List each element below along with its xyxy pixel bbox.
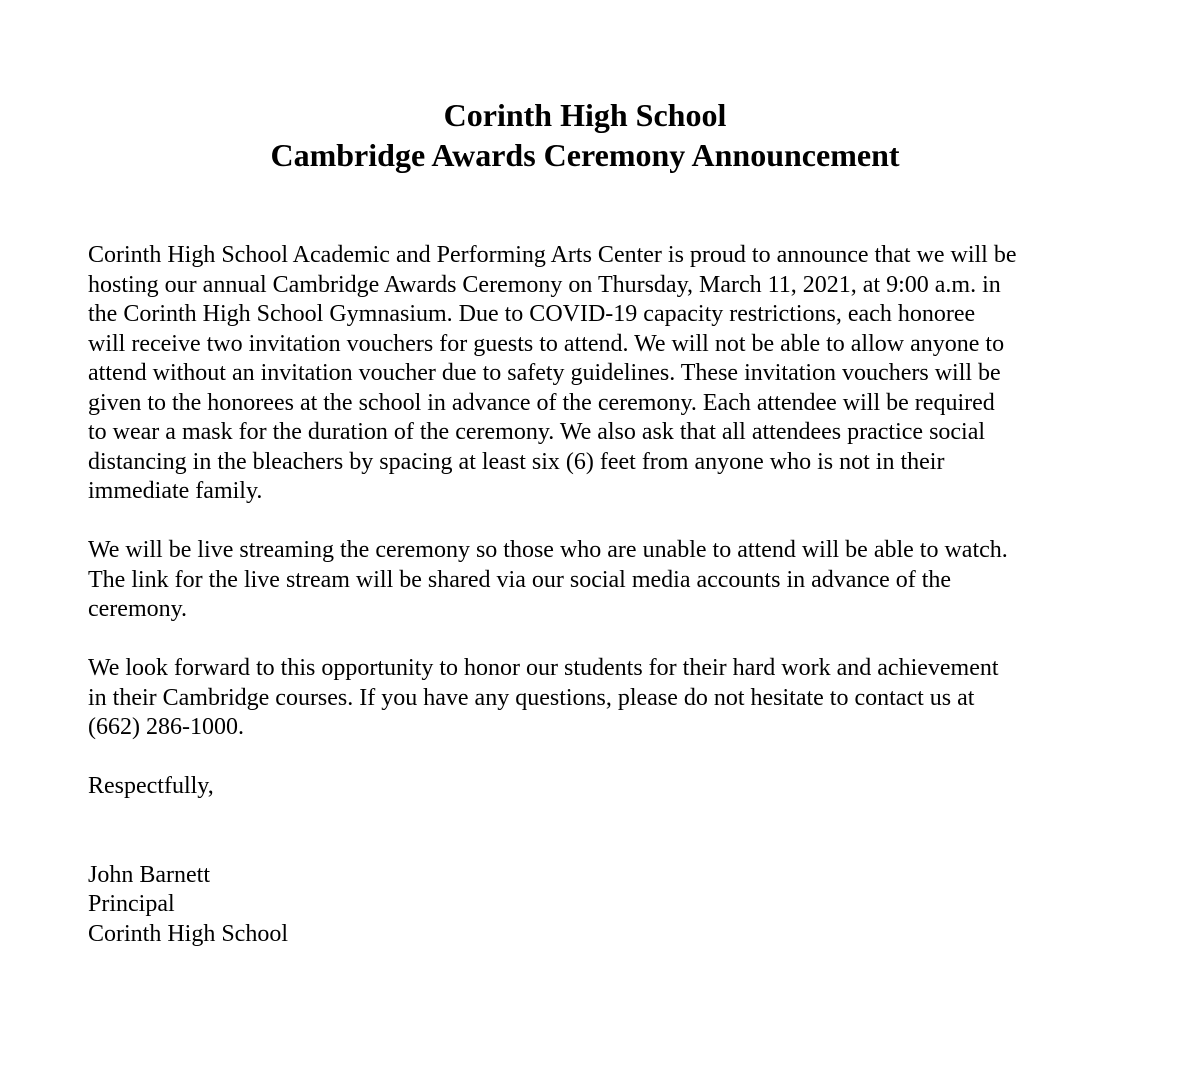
- closing-salutation-block: [88, 772, 1098, 802]
- signer-title: Principal: [88, 891, 175, 917]
- paragraph-contact: [88, 654, 1098, 743]
- paragraph-spacer: [88, 625, 1098, 655]
- paragraph-line: the Corinth High School Gymnasium. Due to COVID-19 capacity restrictions, each honoree: [88, 301, 976, 327]
- paragraph-line: Corinth High School Academic and Performing Arts Center is proud to announce that we will be: [88, 242, 1017, 268]
- paragraph-line: to wear a mask for the duration of the ceremony. We also ask that all attendees practice social: [88, 419, 986, 445]
- letter-body: [88, 241, 1098, 949]
- paragraph-line: The link for the live stream will be shared via our social media accounts in advance of the: [88, 566, 952, 593]
- paragraph-line: hosting our annual Cambridge Awards Ceremony on Thursday, March 11, 2021, at 9:00 a.m. in: [88, 271, 1001, 298]
- paragraph-line: in their Cambridge courses. If you have any questions, please do not hesitate to contact us at: [88, 684, 975, 711]
- announcement-heading: Cambridge Awards Ceremony Announcement: [270, 137, 900, 173]
- paragraph-line: attend without an invitation voucher due to safety guidelines. These invitation vouchers will be: [88, 360, 1001, 386]
- paragraph-line: immediate family.: [88, 478, 263, 504]
- paragraph-line: given to the honorees at the school in advance of the ceremony. Each attendee will be required: [88, 389, 995, 416]
- document-title: [0, 95, 1170, 175]
- paragraph-line: distancing in the bleachers by spacing at least six (6) feet from anyone who is not in their: [88, 448, 945, 475]
- paragraph-line: We look forward to this opportunity to honor our students for their hard work and achievement: [88, 655, 999, 681]
- signer-organization: Corinth High School: [88, 920, 289, 947]
- closing-salutation: Respectfully,: [88, 773, 214, 799]
- signer-name: John Barnett: [88, 861, 210, 888]
- paragraph-spacer: [88, 507, 1098, 537]
- paragraph-line: ceremony.: [88, 596, 188, 622]
- phone-number: (662) 286-1000.: [88, 714, 244, 740]
- paragraph-live-stream: [88, 536, 1098, 625]
- paragraph-line: will receive two invitation vouchers for guests to attend. We will not be able to allow anyone to: [88, 330, 1005, 357]
- paragraph-line: We will be live streaming the ceremony so those who are unable to attend will be able to watch.: [88, 537, 1008, 563]
- paragraph-spacer: [88, 743, 1098, 773]
- signature-block: [88, 861, 1098, 950]
- paragraph-event-details: [88, 241, 1098, 507]
- signature-spacer: [88, 802, 1098, 861]
- school-name-heading: Corinth High School: [443, 97, 727, 133]
